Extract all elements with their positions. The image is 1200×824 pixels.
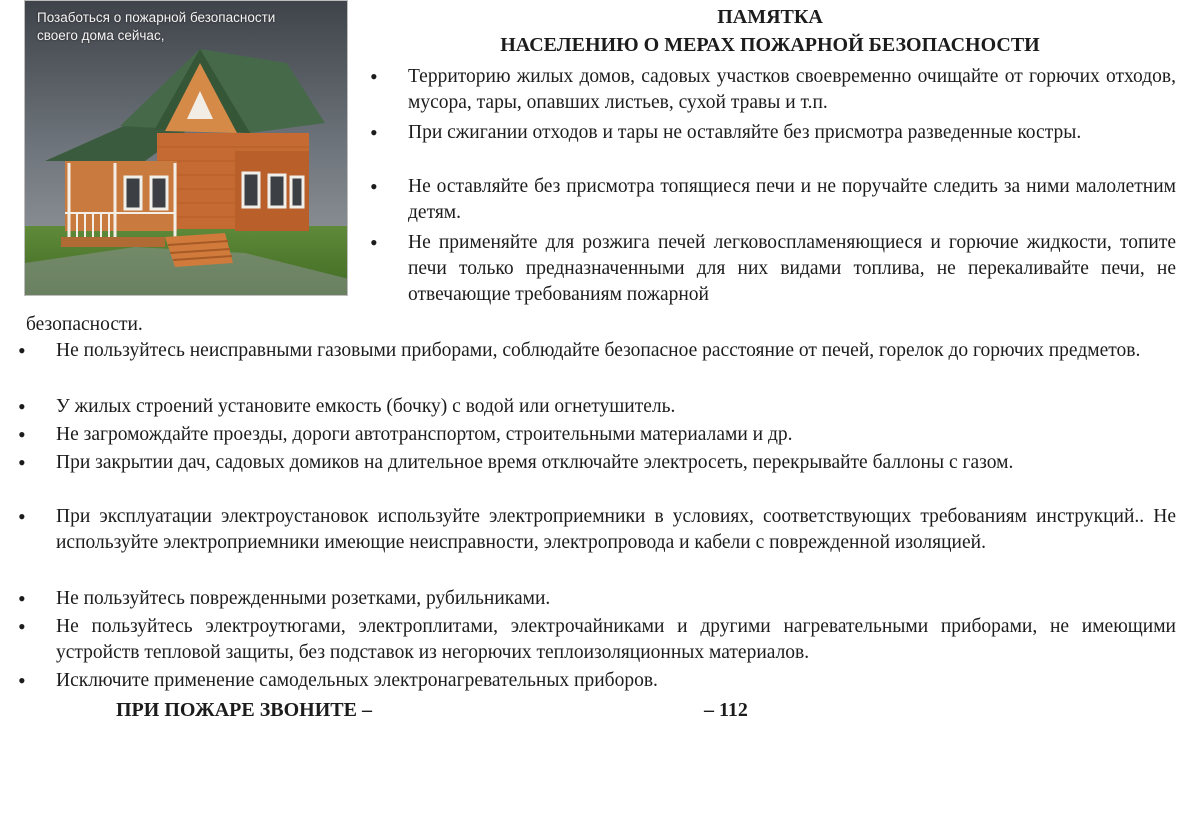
list-item-text: Исключите применение самодельных электронагревательных приборов. [56, 670, 658, 691]
list-item [18, 614, 1176, 666]
list-item [18, 586, 1176, 612]
list-item [370, 120, 1176, 146]
house-drawing [25, 1, 348, 296]
bullet-icon: • [370, 64, 378, 89]
illustration-caption [37, 9, 337, 45]
list-item-text: Не загромождайте проезды, дороги автотранспортом, строительными материалами и др. [56, 424, 793, 445]
bullet-icon: • [18, 422, 26, 447]
list-item [370, 64, 1176, 116]
bullet-icon: • [18, 450, 26, 475]
list-item [370, 230, 1176, 308]
list-item [18, 504, 1176, 556]
house-illustration [24, 0, 348, 296]
list-item-text: У жилых строений установите емкость (бочку) с водой или огнетушитель. [56, 396, 676, 417]
list-item-text: Не пользуйтесь неисправными газовыми приборами, соблюдайте безопасное расстояние от печей, горелок до горючих предметов. [56, 340, 1141, 361]
list-item-text: Территорию жилых домов, садовых участков своевременно очищайте от горючих отходов, мусора, тары, опавших листьев, сухой травы и т.п. [408, 66, 1176, 113]
bullet-icon: • [18, 338, 26, 363]
bullet-icon: • [18, 614, 26, 639]
list-item [370, 174, 1176, 226]
caption-line-1: Позаботься о пожарной безопасности [37, 10, 276, 25]
list-item-text: При сжигании отходов и тары не оставляйте без присмотра разведенные костры. [408, 122, 1082, 143]
document-title: ПАМЯТКА [717, 6, 823, 28]
list-item-text: При эксплуатации электроустановок используйте электроприемники в условиях, соответствующих требованиям инструкций.. Не используйте электроприемники имеющие неисправности, электропровода и кабели с поврежденной изоляцией. [56, 506, 1176, 553]
emergency-label: ПРИ ПОЖАРЕ ЗВОНИТЕ – [116, 699, 372, 721]
caption-line-2: своего дома сейчас, [37, 28, 165, 43]
bullet-icon: • [18, 586, 26, 611]
bullet-icon: • [370, 230, 378, 255]
list-item-text: Не применяйте для розжига печей легковоспламеняющиеся и горючие жидкости, топите печи только предназначенными для них видами топлива, не перекаливайте печи, не отвечающие требованиям пожарной [408, 232, 1176, 305]
list-item [18, 394, 1176, 420]
bullet-icon: • [370, 174, 378, 199]
list-item [18, 668, 1176, 694]
document-subtitle: НАСЕЛЕНИЮ О МЕРАХ ПОЖАРНОЙ БЕЗОПАСНОСТИ [500, 34, 1040, 56]
list-item-text: Не пользуйтесь поврежденными розетками, рубильниками. [56, 588, 551, 609]
emergency-number: – 112 [704, 699, 748, 721]
bullet-icon: • [18, 504, 26, 529]
list-item-continuation: безопасности. [26, 314, 143, 335]
bullet-icon: • [18, 394, 26, 419]
list-item [18, 422, 1176, 448]
list-item [18, 338, 1176, 364]
list-item-text: Не пользуйтесь электроутюгами, электроплитами, электрочайниками и другими нагревательными приборами, не имеющими устройств тепловой защиты, без подставок из негорючих теплоизоляционных материалов. [56, 616, 1176, 663]
list-item [18, 450, 1176, 476]
list-item-text: Не оставляйте без присмотра топящиеся печи и не поручайте следить за ними малолетним детям. [408, 176, 1176, 223]
bullet-icon: • [18, 668, 26, 693]
bullet-icon: • [370, 120, 378, 145]
list-item-text: При закрытии дач, садовых домиков на длительное время отключайте электросеть, перекрывайте баллоны с газом. [56, 452, 1014, 473]
